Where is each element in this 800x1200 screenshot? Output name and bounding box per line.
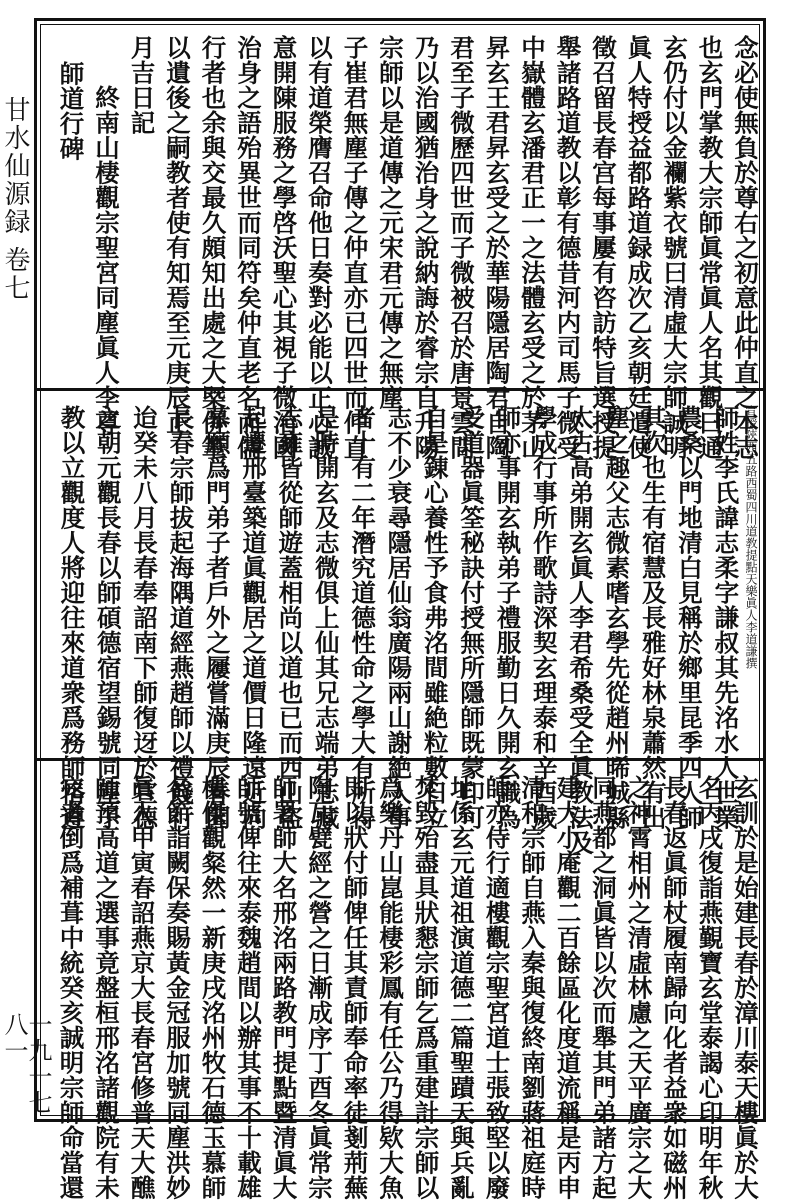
text-column: 爲樂丹山崑能棲彩鳳有任公乃得欵大魚 [376, 775, 405, 1200]
text-column: 陶瓦甓經之營之日漸成序丁酉冬眞常宗 [305, 775, 334, 1200]
text-column: 以遺後之嗣教者使有知焉至元庚辰正 [163, 35, 192, 435]
page-frame [34, 18, 766, 1200]
text-column: 自是錬心養性予食弗洺間雖絶粒數日立 [420, 405, 450, 830]
text-column: 同燕都之洞眞皆以次而舉其門弟諸方起 [589, 775, 618, 1200]
text-column: 是時開玄及志微俱上仙其兄志端弟志藏 [311, 405, 341, 830]
text-column: 塵之趣父志微素嗜玄學先從趙州晞城縣 [602, 405, 632, 830]
side-title: 甘水仙源録 卷七 [0, 96, 30, 303]
text-column: 之神霄相州之清虛林慮之天平廣宗之大 [624, 775, 654, 1200]
text-column: 宣授陝西五路西蜀四川道教提點天樂眞人李道謙撰 [744, 405, 758, 669]
text-column: 行者也余與交最久頗知出處之大槩併筆 [198, 35, 228, 460]
text-column: 師號俾往來泰魏趙間以辦其事不十載雄 [234, 775, 263, 1200]
text-column: 即以狀付師俾任其責師奉命率徒剗荊蕪 [340, 775, 370, 1200]
panel-middle [37, 391, 763, 855]
text-column: 師姓李氏諱志柔字謙叔其先洺水人世業 [711, 405, 741, 830]
text-column: 徵召留長春宫每事屢有咨訪特旨選授提 [589, 35, 618, 460]
text-column: 樓傑觀粲然一新庚戌洺州牧石德玉慕師 [198, 775, 228, 1200]
text-column: 昇玄王君昇玄受之於華陽隱居陶君自陶 [482, 35, 512, 460]
text-column: 意開陳服務之學啓沃聖心其視子微治國 [269, 35, 299, 460]
text-column: 月吉日記 [127, 35, 157, 135]
text-column: 其次也生有宿慧及長雅好林泉蕭然有出 [638, 405, 668, 830]
text-column: 中嶽體玄潘君正一之法體玄受之於茅山 [518, 35, 547, 460]
text-column: 眞人甲寅春詔燕京大長春宮修普天大醮 [127, 775, 157, 1200]
text-column: 教以立觀度人將迎往來道衆爲務師恪遵 [57, 405, 87, 830]
text-column: 者十有二年潛究道德性命之學大有所得 [348, 405, 378, 830]
text-column: 眞人特授益都路道録成次乙亥朝廷遣使 [624, 35, 654, 460]
text-column: 玄仍付以金襴紫衣號曰清虛大宗師誠明 [660, 35, 689, 460]
text-column: 師亦侍行適樓觀宗聖宮道士張致堅以廢 [482, 775, 512, 1200]
text-column: 長春返眞師杖履南歸向化者益衆如磁州 [660, 775, 689, 1200]
text-column: 完者倒爲補葺中統癸亥誠明宗師命當還 [56, 775, 86, 1200]
text-column: 受道器眞筌秘訣付授無所隱師既蒙印可 [457, 405, 487, 830]
text-column: 之朝元觀長春以師碩德宿望錫號同塵子 [93, 405, 123, 830]
text-column: 念必使無負於尊右之初意此仲直之本志 [731, 35, 760, 460]
panel-bottom-columns [47, 775, 760, 1200]
panel-divider-2 [37, 758, 763, 761]
text-column: 宗師以是道傳之元宋君元傳之無塵 [376, 35, 405, 410]
panel-middle-columns [47, 405, 758, 855]
text-column: 玄訓於是始建長春於漳川泰天樓眞於大 [731, 775, 760, 1200]
text-column: 起遷邢臺築道眞觀居之道價日隆遠近向 [239, 405, 269, 830]
text-column: 農桑以門地清白見稱於鄉里昆季四人師 [675, 405, 705, 830]
text-column: 焚毀殆盡具狀懇宗師乞爲重建計宗師以 [411, 775, 441, 1200]
text-column: 址係玄元道祖演道德二篇聖蹟天與兵亂 [447, 775, 476, 1200]
text-column: 舉諸路道教以彰有德昔河内司馬子微受 [553, 35, 583, 460]
text-column: 志不少衰尋隱居仙翁廣陽兩山謝絶人事 [384, 405, 414, 830]
text-column: 也玄門掌教大宗師眞常眞人名其觀曰通 [695, 35, 725, 460]
text-column: 長春宗師拔起海隅道經燕趙師以禮餞行 [166, 405, 196, 830]
text-column: 慕願爲門弟子者戶外之屨嘗滿庚辰春聞 [202, 405, 232, 830]
text-column: 乃以治國猶治身之說納誨於睿宗自升陽 [411, 35, 441, 460]
text-column: 清和宗師自燕入秦與復終南劉蔣祖庭時 [518, 775, 547, 1200]
text-column: 子崔君無塵子傳之仲直亦已四世而仲直 [340, 35, 370, 460]
text-column: 迨癸未八月長春奉詔南下師復迓於宣德 [130, 405, 160, 830]
panel-bottom [37, 761, 763, 1200]
text-column: 太古高弟開玄眞人李君希桑受全眞教法及 [566, 405, 596, 855]
text-column: 名丙戌復詣燕覲寶玄堂泰謁心印明年秋 [695, 775, 725, 1200]
panel-top-columns [47, 35, 760, 460]
panel-divider-1 [37, 388, 763, 391]
text-column: 師亦事開玄執弟子禮服勤日久開玄識為 [493, 405, 523, 830]
text-column: 名節詣闕保奏賜黃金冠服加號同塵洪妙 [163, 775, 192, 1200]
text-column: 君至子微歷四世而子微被召於唐景雲間 [447, 35, 476, 460]
text-column: 以有道榮膺召命他日奏對必能以正心誠 [305, 35, 334, 460]
text-column: 志雍皆從師遊蓋相尚以道也已而西山盜 [275, 405, 305, 830]
text-column: 師道行碑 [56, 61, 86, 161]
panel-top [37, 21, 763, 460]
page-number: 一九一七八一 [0, 1012, 52, 1116]
text-column: 學成行事所作歌詩深契玄理泰和辛酉歲 [529, 405, 559, 830]
text-column: 建大小庵觀二百餘區化度道流稱是丙申 [553, 775, 583, 1200]
text-column: 師署師大名邢洺兩路教門提點暨清眞大 [269, 775, 299, 1200]
text-column: 師預高道之選事竟盤桓邢洺諸觀院有未 [92, 775, 121, 1200]
text-column: 終南山棲觀宗聖宮同塵眞人李尊 [92, 85, 121, 435]
text-column: 治身之語殆異世而同符矣仲直老名而儒 [234, 35, 263, 460]
